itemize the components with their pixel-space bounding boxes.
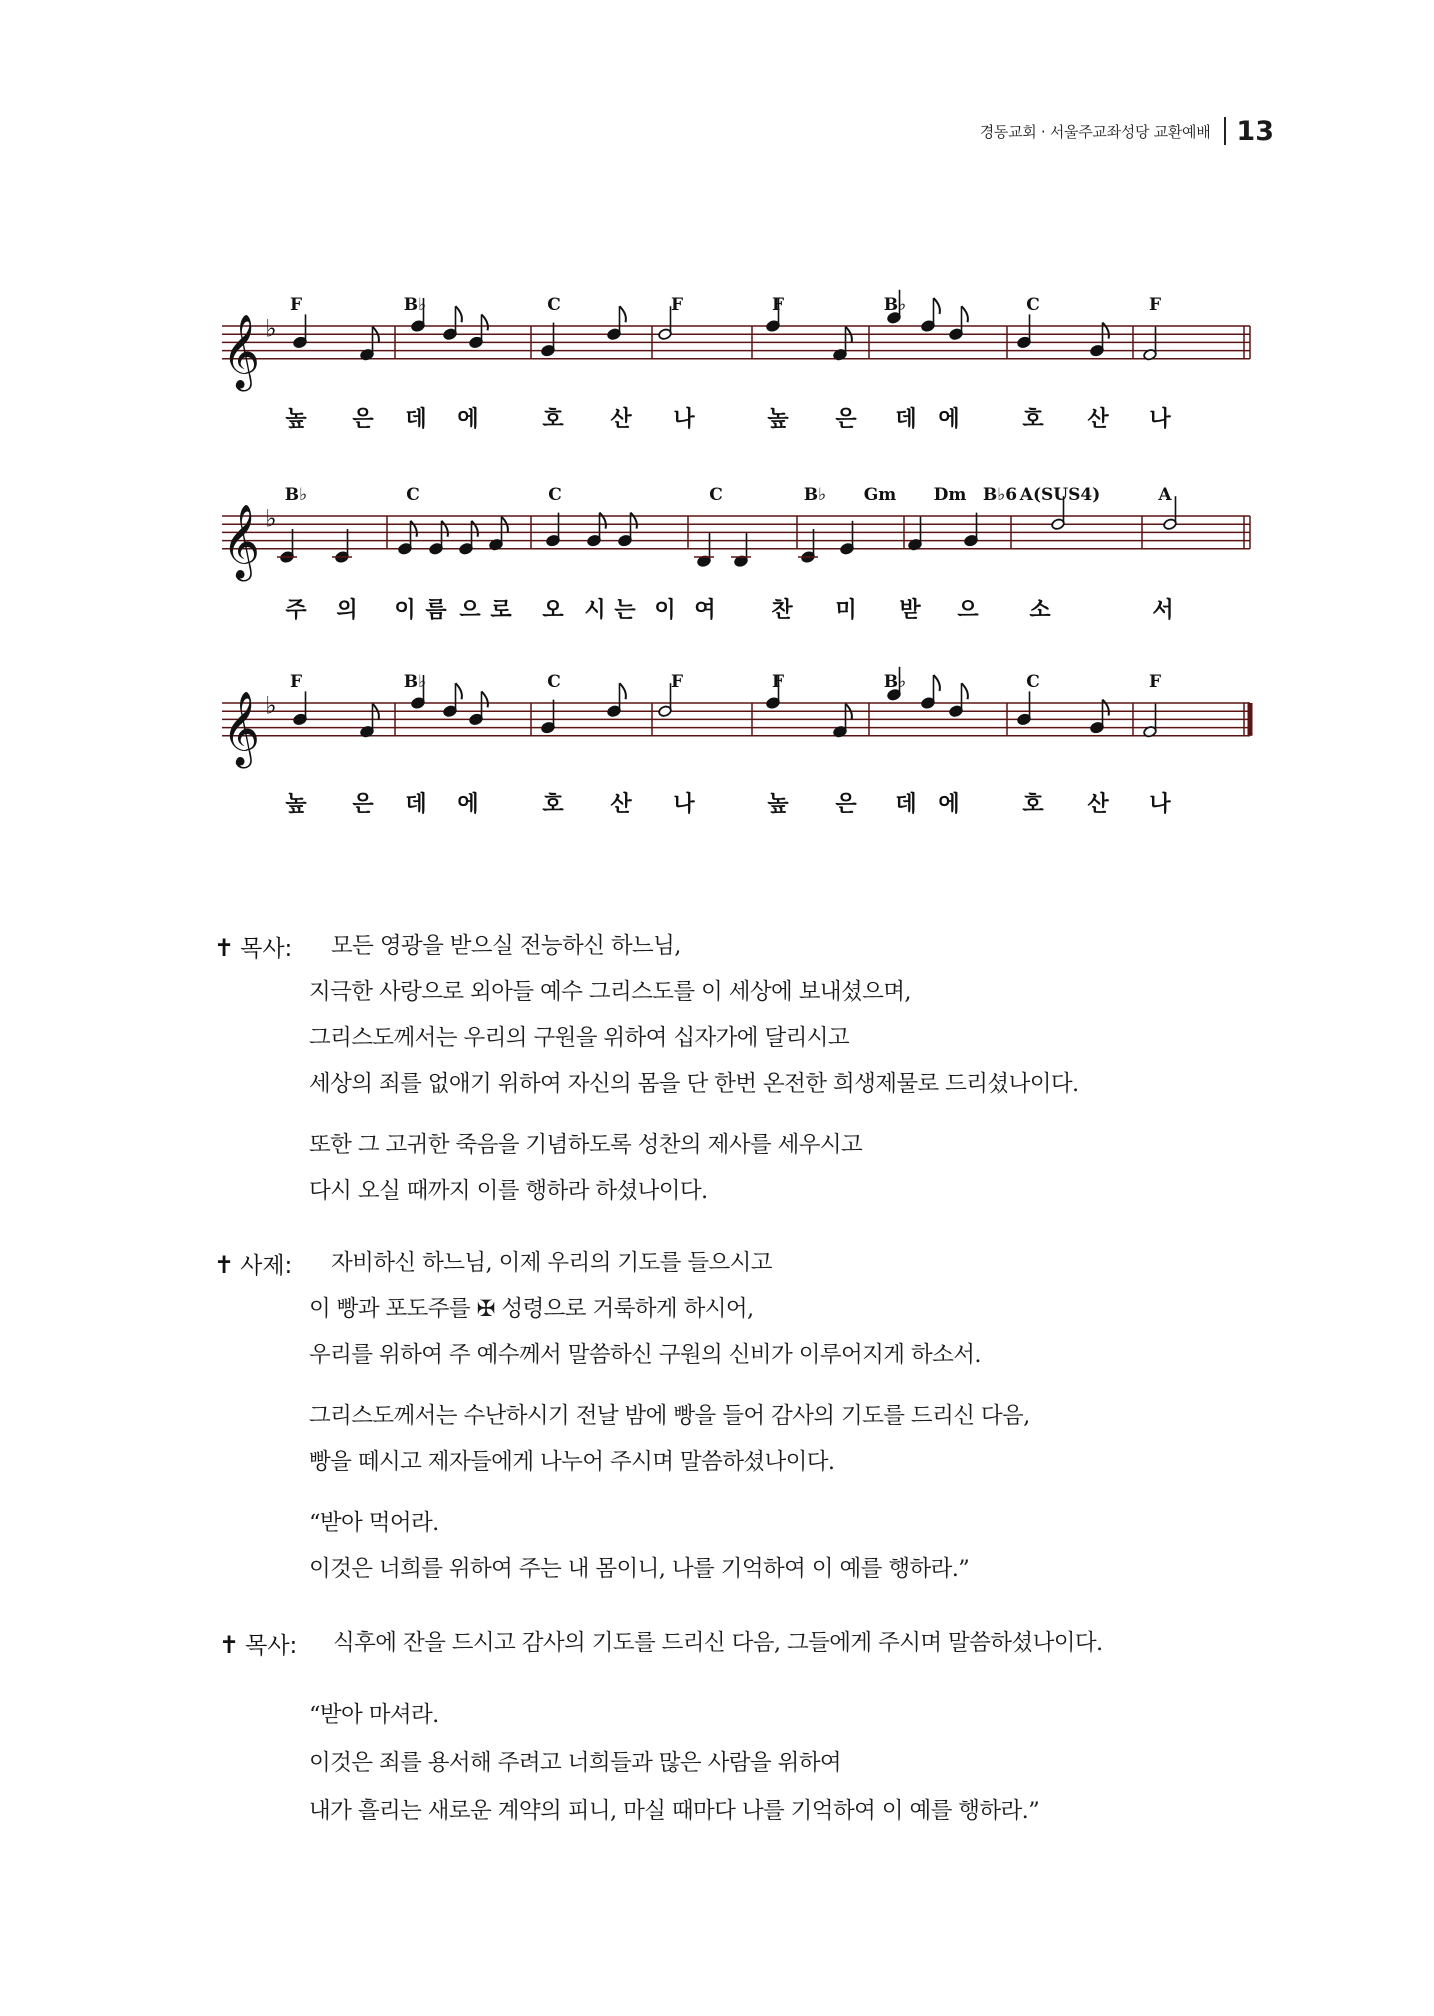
sheet-music (0, 0, 1434, 860)
note-flag (962, 306, 968, 322)
lyric-syllable: 호 (1022, 792, 1044, 817)
chord-symbol: C (547, 295, 561, 315)
liturgy-line: 우리를 위하여 주 예수께서 말씀하신 구원의 신비가 이루어지게 하소서. (309, 1342, 981, 1368)
chord-symbol: F (1148, 672, 1162, 692)
liturgy-line: 이것은 너희를 위하여 주는 내 몸이니, 나를 기억하여 이 예를 행하라.” (309, 1556, 970, 1582)
lyric-syllable: 으 (957, 598, 979, 623)
chord-symbol: C (547, 672, 561, 692)
lyric-syllable: 시 (584, 598, 606, 623)
note-flag (962, 683, 968, 699)
lyric-syllable: 산 (610, 792, 632, 817)
liturgy-line: 빵을 떼시고 제자들에게 나누어 주시며 말씀하셨나이다. (309, 1449, 835, 1475)
lyric-syllable: 찬 (771, 598, 793, 623)
note-flag (620, 683, 626, 699)
lyric-syllable: 데 (895, 407, 917, 432)
liturgy-line: 이것은 죄를 용서해 주려고 너희들과 많은 사람을 위하여 (309, 1750, 841, 1776)
lyric-syllable: 은 (352, 407, 374, 432)
music-system (222, 496, 1250, 567)
music-system (222, 667, 1250, 738)
lyric-syllable: 산 (610, 407, 632, 432)
liturgy-line: 모든 영광을 받으실 전능하신 하느님, (331, 933, 681, 959)
chord-symbol: F (289, 295, 303, 315)
note-flag (620, 306, 626, 322)
note-flag (472, 521, 478, 537)
cross-icon: ✝ (214, 934, 235, 962)
chord-symbol: A(SUS4) (1019, 485, 1101, 505)
cross-icon: ✝ (214, 1251, 235, 1279)
note-flag (1103, 323, 1109, 339)
chord-symbol: B♭ (883, 295, 907, 315)
treble-clef-icon: 𝄞 (222, 504, 260, 579)
liturgy-line: 내가 흘리는 새로운 계약의 피니, 마실 때마다 나를 기억하여 이 예를 행하라.” (309, 1798, 1040, 1824)
speaker-label: ✝ 목사: (214, 934, 293, 962)
note-flag (600, 513, 606, 529)
note-flag (482, 314, 488, 330)
key-signature-flat-icon: ♭ (265, 691, 277, 720)
lyric-syllable: 나 (1149, 792, 1171, 817)
lyric-syllable: 에 (938, 792, 960, 817)
liturgy-line: 또한 그 고귀한 죽음을 기념하도록 성찬의 제사를 세우시고 (309, 1132, 863, 1158)
chord-symbol: F (289, 672, 303, 692)
lyric-syllable: 로 (490, 598, 512, 623)
chord-symbol: Dm (933, 485, 967, 505)
lyric-syllable: 나 (673, 407, 695, 432)
chord-symbol: B♭ (403, 295, 427, 315)
treble-clef-icon: 𝄞 (222, 691, 260, 766)
lyric-syllable: 받 (899, 598, 921, 623)
lyric-syllable: 나 (1149, 407, 1171, 432)
lyric-syllable: 에 (938, 407, 960, 432)
running-header-title: 경동교회 · 서울주교좌성당 교환예배 (979, 122, 1211, 141)
liturgy-line: 세상의 죄를 없애기 위하여 자신의 몸을 단 한번 온전한 희생제물로 드리셨나이다. (309, 1071, 1079, 1097)
liturgy-line: “받아 먹어라. (309, 1510, 439, 1536)
liturgy-line: 식후에 잔을 드시고 감사의 기도를 드리신 다음, 그들에게 주시며 말씀하셨나이다. (333, 1630, 1103, 1656)
lyric-syllable: 호 (542, 407, 564, 432)
lyric-syllable: 은 (835, 792, 857, 817)
chord-symbol: C (1026, 295, 1040, 315)
page-number: 13 (1236, 115, 1274, 147)
lyric-syllable: 의 (336, 598, 358, 623)
lyric-syllable: 여 (694, 598, 716, 623)
note-flag (631, 513, 637, 529)
music-system (222, 290, 1250, 361)
note-flag (934, 675, 940, 691)
lyric-syllable: 높 (767, 407, 789, 432)
note-flag (1103, 700, 1109, 716)
note-flag (411, 521, 417, 537)
chord-symbol: Gm (863, 485, 897, 505)
chord-symbol: F (771, 295, 785, 315)
note-flag (482, 691, 488, 707)
lyric-syllable: 높 (285, 792, 307, 817)
liturgy-line: 이 빵과 포도주를 ✠ 성령으로 거룩하게 하시어, (309, 1296, 754, 1322)
lyric-syllable: 름 (425, 598, 447, 623)
lyric-syllable: 는 (614, 598, 636, 623)
lyric-syllable: 데 (405, 407, 427, 432)
lyric-syllable: 미 (835, 598, 857, 623)
liturgy-line: 다시 오실 때까지 이를 행하라 하셨나이다. (309, 1178, 708, 1204)
lyric-syllable: 에 (457, 407, 479, 432)
liturgy-line: 자비하신 하느님, 이제 우리의 기도를 들으시고 (331, 1250, 772, 1276)
chord-symbol: C (406, 485, 420, 505)
liturgy-line: 그리스도께서는 우리의 구원을 위하여 십자가에 달리시고 (309, 1025, 850, 1051)
chord-symbol: B♭ (883, 672, 907, 692)
liturgy-line: 그리스도께서는 수난하시기 전날 밤에 빵을 들어 감사의 기도를 드리신 다음, (309, 1403, 1030, 1429)
cross-icon: ✝ (219, 1631, 240, 1659)
lyric-syllable: 오 (542, 598, 564, 623)
note-flag (456, 683, 462, 699)
speaker-label: ✝ 목사: (219, 1631, 298, 1659)
treble-clef-icon: 𝄞 (222, 314, 260, 389)
chord-symbol: F (1148, 295, 1162, 315)
lyric-syllable: 에 (457, 792, 479, 817)
lyric-syllable: 이 (654, 598, 676, 623)
lyric-syllable: 나 (673, 792, 695, 817)
lyric-syllable: 주 (285, 598, 307, 623)
lyric-syllable: 데 (405, 792, 427, 817)
chord-symbol: F (670, 295, 684, 315)
lyric-syllable: 호 (542, 792, 564, 817)
lyric-syllable: 은 (352, 792, 374, 817)
lyric-syllable: 은 (835, 407, 857, 432)
lyric-syllable: 데 (895, 792, 917, 817)
lyric-syllable: 이 (394, 598, 416, 623)
chord-symbol: C (1026, 672, 1040, 692)
chord-symbol: B♭ (403, 672, 427, 692)
note-flag (442, 521, 448, 537)
chord-symbol: C (548, 485, 562, 505)
note-flag (934, 298, 940, 314)
chord-symbol: B♭ (803, 485, 827, 505)
key-signature-flat-icon: ♭ (265, 314, 277, 343)
liturgy-line: 지극한 사랑으로 외아들 예수 그리스도를 이 세상에 보내셨으며, (309, 979, 911, 1005)
lyric-syllable: 서 (1152, 598, 1174, 623)
lyric-syllable: 호 (1022, 407, 1044, 432)
lyric-syllable: 높 (767, 792, 789, 817)
chord-symbol: F (670, 672, 684, 692)
chord-symbol: A (1158, 485, 1172, 505)
lyric-syllable: 으 (459, 598, 481, 623)
chord-symbol: F (771, 672, 785, 692)
chord-symbol: B♭6 (982, 485, 1018, 505)
lyric-syllable: 산 (1087, 792, 1109, 817)
liturgy-line: “받아 마셔라. (309, 1702, 439, 1728)
key-signature-flat-icon: ♭ (265, 504, 277, 533)
lyric-syllable: 높 (285, 407, 307, 432)
lyric-syllable: 산 (1087, 407, 1109, 432)
note-flag (456, 306, 462, 322)
chord-symbol: C (709, 485, 723, 505)
chord-symbol: B♭ (284, 485, 308, 505)
speaker-label: ✝ 사제: (214, 1251, 293, 1279)
lyric-syllable: 소 (1029, 598, 1051, 623)
